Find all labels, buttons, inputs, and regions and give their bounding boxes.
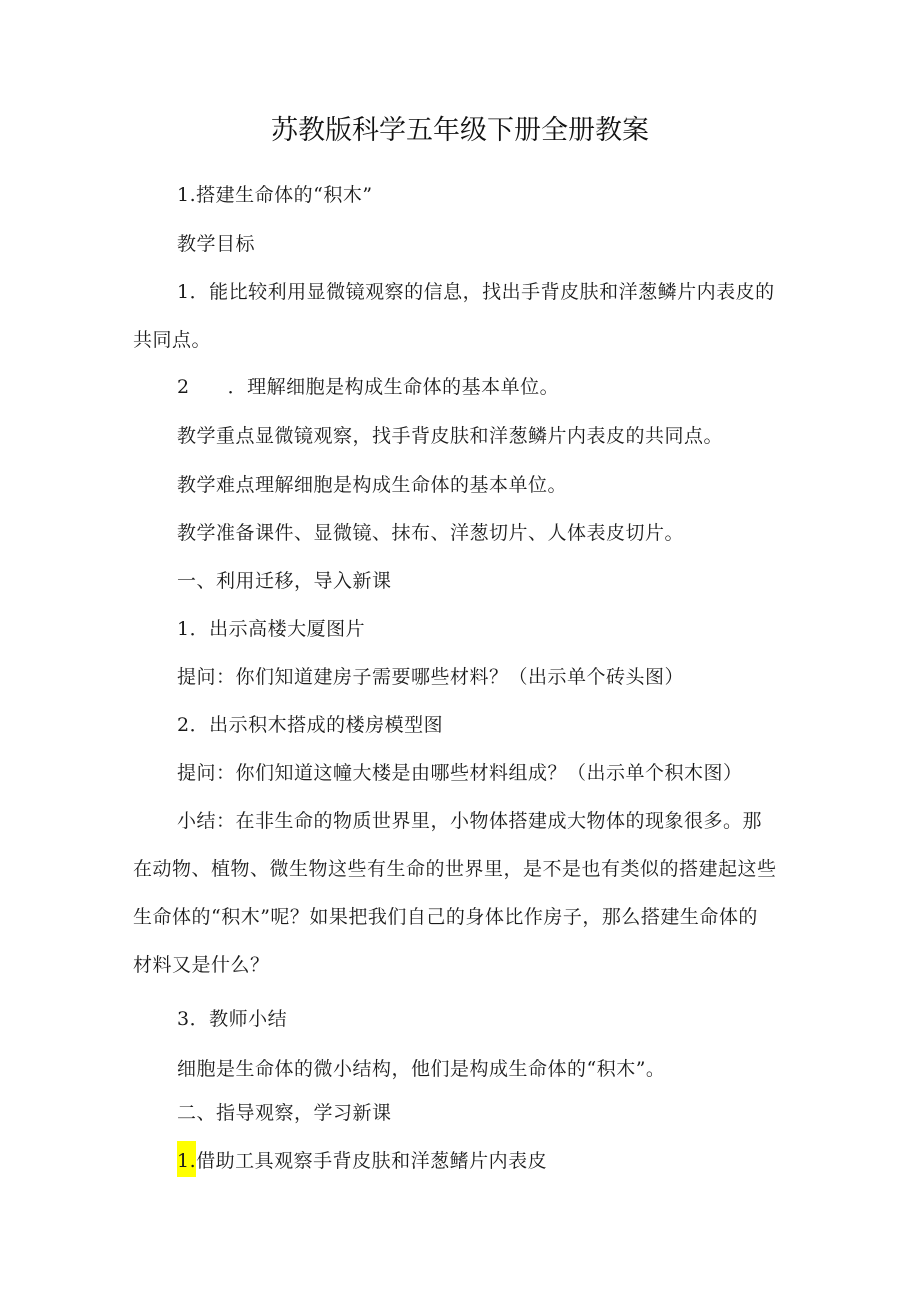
paragraph: 在动物、植物、微生物这些有生命的世界里，是不是也有类似的搭建起这些 [133, 858, 777, 880]
paragraph: 细胞是生命体的微小结构，他们是构成生命体的“积木”。 [177, 1058, 666, 1080]
list-text: 借助工具观察手背皮肤和洋葱鳍片内表皮 [196, 1150, 548, 1172]
paragraph: 1．出示高楼大厦图片 [177, 618, 366, 640]
paragraph: 提问：你们知道这幢大楼是由哪些材料组成？（出示单个积木图） [177, 762, 743, 784]
paragraph [177, 1152, 547, 1171]
paragraph: 教学重点显微镜观察，找手背皮肤和洋葱鳞片内表皮的共同点。 [177, 425, 724, 447]
paragraph: 共同点。 [133, 329, 212, 351]
section-heading: 一、利用迁移，导入新课 [177, 570, 392, 592]
section-heading: 1.搭建生命体的“积木” [177, 184, 373, 206]
paragraph: 提问：你们知道建房子需要哪些材料？（出示单个砖头图） [177, 666, 685, 688]
highlighted-list-number: 1. [177, 1141, 196, 1177]
paragraph: 小结：在非生命的物质世界里，小物体搭建成大物体的现象很多。那 [177, 810, 763, 832]
paragraph: 生命体的“积木”呢？如果把我们自己的身体比作房子，那么搭建生命体的 [133, 906, 758, 928]
paragraph: 教学准备课件、显微镜、抹布、洋葱切片、人体表皮切片。 [177, 522, 685, 544]
section-heading: 二、指导观察，学习新课 [177, 1102, 392, 1124]
paragraph: 教学难点理解细胞是构成生命体的基本单位。 [177, 474, 568, 496]
paragraph: 3．教师小结 [177, 1008, 288, 1030]
paragraph: 1．能比较利用显微镜观察的信息，找出手背皮肤和洋葱鳞片内表皮的 [177, 281, 775, 303]
list-text: ．理解细胞是构成生命体的基本单位。 [227, 376, 560, 398]
list-number: 2 [177, 376, 190, 398]
paragraph: 材料又是什么？ [133, 954, 270, 976]
paragraph: 教学目标 [177, 233, 256, 255]
paragraph: 2．出示积木搭成的楼房模型图 [177, 714, 444, 736]
paragraph [177, 378, 559, 397]
document-title: 苏教版科学五年级下册全册教案 [271, 115, 649, 146]
